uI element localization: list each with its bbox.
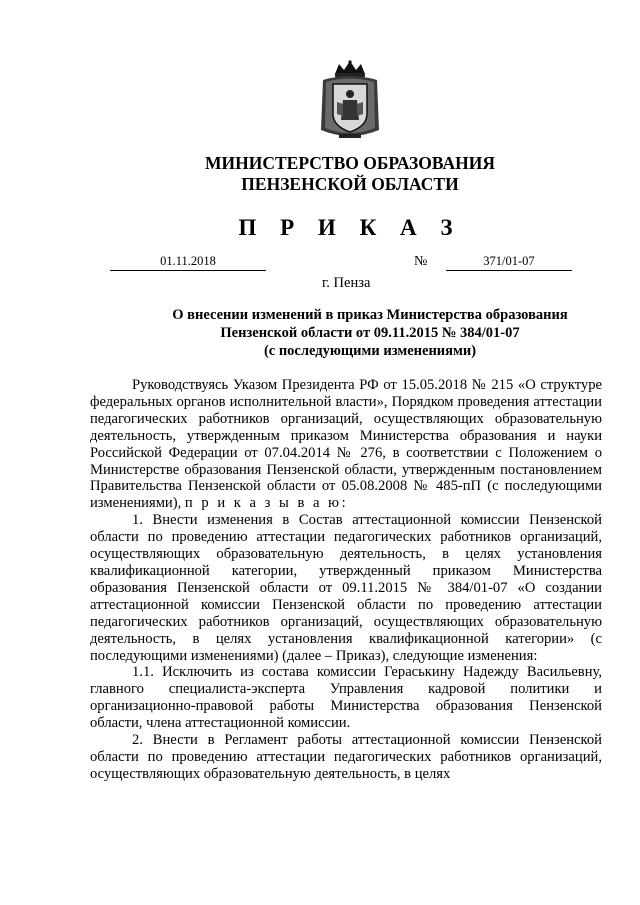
document-body (90, 377, 602, 783)
coat-of-arms-icon (317, 60, 383, 140)
item-1-1-paragraph: 1.1. Исключить из состава комиссии Гераськину Надежду Васильевну, главного специалиста-эксперта Управления кадровой политики и организационно-правовой работы Министерства образования Пензенской области, члена аттестационной комиссии. (90, 664, 602, 732)
city-name: г. Пенза (322, 275, 371, 291)
decree-word: п р и к а з ы в а ю: (184, 495, 349, 512)
order-subject (150, 306, 590, 360)
subject-line1: О внесении изменений в приказ Министерства образования (172, 307, 568, 323)
document-type-title: П Р И К А З (238, 215, 462, 240)
ministry-name-line2: ПЕНЗЕНСКОЙ ОБЛАСТИ (241, 174, 459, 194)
date-underline (110, 270, 266, 271)
order-number: 371/01-07 (483, 254, 535, 268)
number-sign: № (414, 254, 428, 269)
order-date: 01.11.2018 (160, 254, 216, 268)
subject-line2: Пензенской области от 09.11.2015 № 384/01-07 (220, 325, 520, 341)
item-1-paragraph: 1. Внести изменения в Состав аттестационной комиссии Пензенской области по проведению аттестации педагогических работников организаций, осуществляющих образовательную деятельность, в целях установления квалификационной категории, утвержденный приказом Министерства образования Пензенской области от 09.11.2015 № 384/01-07 «О создании аттестационной комиссии Пензенской области по проведению аттестации педагогических работников организаций, осуществляющих образовательную деятельность, в целях установления квалификационной категории» (с последующими изменениями) (далее – Приказ), следующие изменения: (90, 512, 602, 664)
ministry-name-line1: МИНИСТЕРСТВО ОБРАЗОВАНИЯ (205, 153, 495, 173)
preamble-text: Руководствуясь Указом Президента РФ от 15.05.2018 № 215 «О структуре федеральных органов исполнительной власти», Порядком проведения аттестации педагогических работников организаций, осуществляющих образовательную деятельность, утвержденным приказом Министерства образования и науки Российской Федерации от 07.04.2014 № 276, в соответствии с Положением о Министерстве образования Пензенской области, утвержденным постановлением Правительства Пензенской области от 05.08.2008 № 485-пП (с последующими изменениями), (90, 377, 602, 512)
preamble-paragraph (90, 377, 602, 512)
subject-line3: (с последующими изменениями) (263, 343, 477, 359)
item-2-paragraph: 2. Внести в Регламент работы аттестационной комиссии Пензенской области по проведению аттестации педагогических работников организаций, осуществляющих образовательную деятельность, в целях (90, 732, 602, 782)
number-underline (446, 270, 572, 271)
